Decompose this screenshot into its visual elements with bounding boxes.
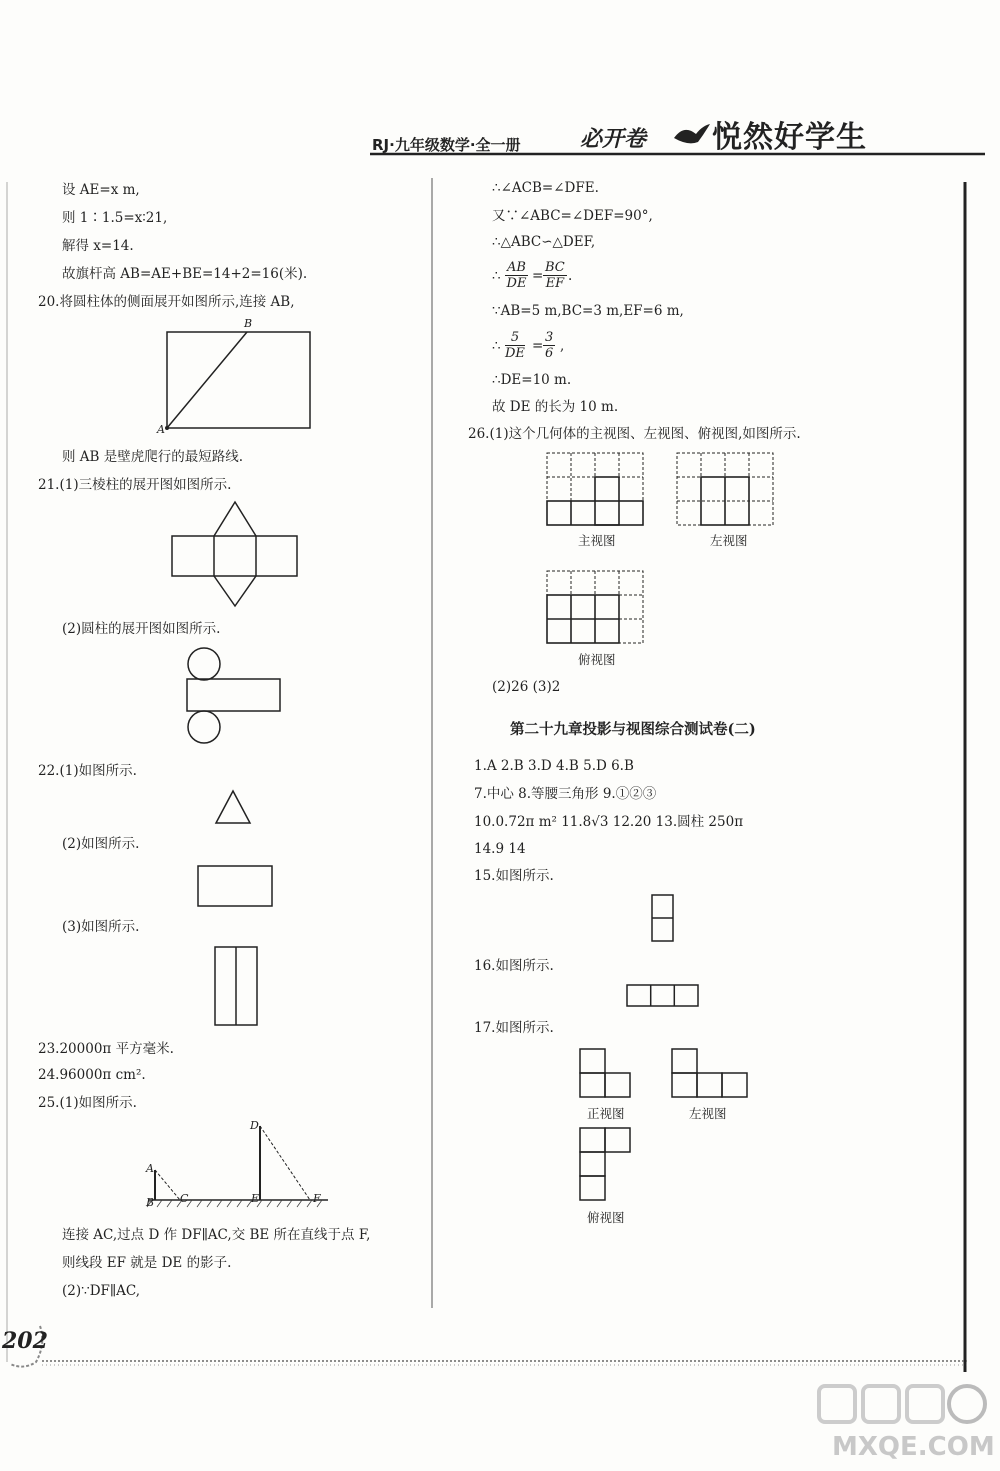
fig17-top-view <box>579 1127 633 1205</box>
text-line: 设 AE=x m, <box>62 182 140 198</box>
fraction-denominator: EF <box>545 276 565 291</box>
fig20-label-a: A <box>157 423 165 436</box>
caption-17-top: 俯视图 <box>587 1210 625 1225</box>
fraction-ab-de <box>505 260 528 291</box>
fig25-shadow-diagram <box>140 1118 340 1218</box>
text-line: 故旗杆高 AB=AE+BE=14+2=16(米). <box>62 266 308 282</box>
text-line: 则 1∶1.5=x∶21, <box>62 210 168 226</box>
text-symbol: = <box>532 268 544 284</box>
page-right-border <box>963 182 969 1372</box>
fig16-views <box>626 984 700 1008</box>
fig20-cylinder-net <box>155 315 325 435</box>
text-line: 解得 x=14. <box>62 238 134 254</box>
page-number: 202 <box>2 1328 48 1354</box>
question-16: 16.如图所示. <box>474 958 554 974</box>
fraction-numerator: 5 <box>505 330 525 346</box>
caption-17-front: 正视图 <box>587 1106 625 1121</box>
fraction-bc-ef <box>543 260 567 291</box>
question-17: 17.如图所示. <box>474 1020 554 1036</box>
fraction-denominator: DE <box>506 276 527 291</box>
fig25-label-c: C <box>180 1192 189 1205</box>
answers-7-9: 7.中心 8.等腰三角形 9.①②③ <box>474 786 657 802</box>
fig21-prism-net <box>170 500 300 610</box>
fraction-denominator: 6 <box>545 346 554 361</box>
question-24: 24.96000π cm². <box>38 1067 146 1083</box>
text-line: 则 AB 是壁虎爬行的最短路线. <box>62 449 244 465</box>
caption-top-view: 俯视图 <box>578 652 616 667</box>
answers-10-13: 10.0.72π m² 11.8√3 12.20 13.圆柱 250π <box>474 814 744 830</box>
fraction-numerator: AB <box>507 260 526 275</box>
question-20: 20.将圆柱体的侧面展开如图所示,连接 AB, <box>38 294 295 310</box>
question-26: 26.(1)这个几何体的主视图、左视图、俯视图,如图所示. <box>468 426 801 442</box>
question-21-1: 21.(1)三棱柱的展开图如图所示. <box>38 477 232 493</box>
fig17-front-view <box>579 1048 633 1100</box>
fig20-label-b: B <box>244 317 253 330</box>
text-line: 又∵∠ABC=∠DEF=90°, <box>492 208 653 224</box>
text-line: ∴△ABC∽△DEF, <box>492 234 596 250</box>
text-line: ∵AB=5 m,BC=3 m,EF=6 m, <box>492 303 684 319</box>
series-script: 必开卷 <box>580 126 647 152</box>
watermark-text: MXQE.COM <box>832 1432 995 1462</box>
section-title: 第二十九章投影与视图综合测试卷(二) <box>510 721 756 738</box>
question-21-2: (2)圆柱的展开图如图所示. <box>62 621 221 637</box>
fraction-numerator: 3 <box>545 330 554 345</box>
fig17-left-view <box>671 1048 751 1100</box>
footer-decorative-border <box>42 1357 967 1369</box>
text-symbol: ∴ <box>492 338 501 354</box>
answers-14: 14.9 14 <box>474 841 526 857</box>
question-22-2: (2)如图所示. <box>62 836 140 852</box>
text-symbol: = <box>532 338 544 354</box>
text-symbol: , <box>560 338 565 354</box>
fig25-label-d: D <box>250 1119 259 1132</box>
fraction-numerator: BC <box>545 260 565 275</box>
text-line: ∴∠ACB=∠DFE. <box>492 180 599 196</box>
fig25-label-f: F <box>313 1192 321 1205</box>
header-rule <box>370 152 985 158</box>
answers-1-6: 1.A 2.B 3.D 4.B 5.D 6.B <box>474 758 634 774</box>
text-line: 故 DE 的长为 10 m. <box>492 399 619 415</box>
question-25-1: 25.(1)如图所示. <box>38 1095 137 1111</box>
question-15: 15.如图所示. <box>474 868 554 884</box>
question-25-2: (2)∵DF∥AC, <box>62 1283 141 1299</box>
watermark-logo-icon <box>815 1380 990 1432</box>
caption-17-left: 左视图 <box>689 1106 727 1121</box>
left-margin-line <box>6 182 9 1362</box>
caption-front-view: 主视图 <box>578 533 616 548</box>
book-title: RJ·九年级数学·全一册 <box>372 136 521 154</box>
fig26-left-view <box>676 452 776 528</box>
text-line: 连接 AC,过点 D 作 DF∥AC,交 BE 所在直线于点 F, <box>62 1227 371 1243</box>
fraction-denominator: DE <box>505 346 525 361</box>
text-line: 则线段 EF 就是 DE 的影子. <box>62 1255 232 1271</box>
fig25-label-b: B <box>146 1196 155 1209</box>
caption-left-view: 左视图 <box>710 533 748 548</box>
text-symbol: ∴ <box>492 268 501 284</box>
fig22-split-rectangle <box>213 945 259 1027</box>
column-divider <box>431 178 435 1308</box>
fig25-label-a: A <box>146 1162 154 1175</box>
brand-logo: 悦然好学生 <box>712 120 867 155</box>
fig22-triangle <box>214 788 254 826</box>
fig22-rectangle <box>196 864 276 908</box>
question-26-answers: (2)26 (3)2 <box>492 679 561 695</box>
fig25-label-e: E <box>251 1192 260 1205</box>
fraction-3-6 <box>543 330 555 361</box>
fraction-5-de <box>505 330 525 361</box>
fig26-top-view <box>546 570 646 646</box>
fig26-front-view <box>546 452 646 528</box>
text-line: ∴DE=10 m. <box>492 372 572 388</box>
fig15-views <box>651 894 675 944</box>
question-22-1: 22.(1)如图所示. <box>38 763 137 779</box>
question-23: 23.20000π 平方毫米. <box>38 1041 174 1057</box>
question-22-3: (3)如图所示. <box>62 919 140 935</box>
text-symbol: . <box>568 268 573 284</box>
fig21-cylinder-net <box>183 643 283 748</box>
bird-logo-icon <box>672 120 712 148</box>
